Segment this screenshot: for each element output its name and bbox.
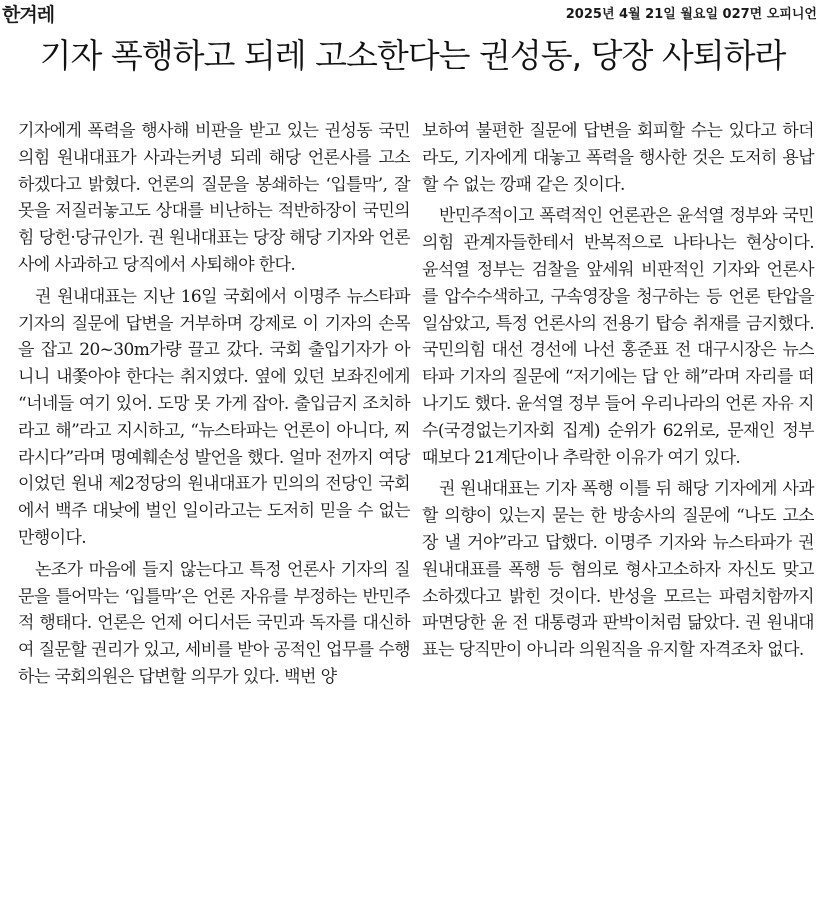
- newspaper-logo: 한겨레: [2, 4, 55, 26]
- article-column-right: [422, 118, 814, 669]
- body-paragraph: 권 원내대표는 기자 폭행 이틀 뒤 해당 기자에게 사과할 의향이 있는지 묻는 한 방송사의 질문에 “나도 고소장 낼 거야”라고 답했다. 이명주 기자와 뉴스타파가 권 원내대표를 폭행 등 혐의로 형사고소하자 자신도 맞고소하겠다고 밝힌 것이다. 반성을 모르는 파렴치함까지 파면당한 윤 전 대통령과 판박이처럼 닮았다. 권 원내대표는 당직만이 아니라 의원직을 유지할 자격조차 없다.: [422, 479, 814, 661]
- issue-info: 2025년 4월 21일 월요일 027면 오피니언: [565, 7, 817, 22]
- body-paragraph: 논조가 마음에 들지 않는다고 특정 언론사 기자의 질문을 틀어막는 ‘입틀막’은 언론 자유를 부정하는 반민주적 행태다. 언론은 언제 어디서든 국민과 독자를 대신하여 질문할 권리가 있고, 세비를 받아 공적인 업무를 수행하는 국회의원은 답변할 의무가 있다. 백번 양: [18, 559, 410, 687]
- body-paragraph: 권 원내대표는 지난 16일 국회에서 이명주 뉴스타파 기자의 질문에 답변을 거부하며 강제로 이 기자의 손목을 잡고 20~30m가량 끌고 갔다. 국회 출입기자가 아니니 내쫓아야 한다는 취지였다. 옆에 있던 보좌진에게 “너네들 여기 있어. 도망 못 가게 잡아. 출입금지 조치하라고 해”라고 지시하고, “뉴스타파는 언론이 아니다, 찌라시다”라며 명예훼손성 발언을 했다. 얼마 전까지 여당이었던 원내 제2정당의 원내대표가 민의의 전당인 국회에서 백주 대낮에 벌인 일이라고는 도저히 믿을 수 없는 만행이다.: [18, 286, 410, 548]
- body-paragraph: 반민주적이고 폭력적인 언론관은 윤석열 정부와 국민의힘 관계자들한테서 반복적으로 나타나는 현상이다. 윤석열 정부는 검찰을 앞세워 비판적인 기자와 언론사를 압수수색하고, 구속영장을 청구하는 등 언론 탄압을 일삼았고, 특정 언론사의 전용기 탑승 취재를 금지했다. 국민의힘 대선 경선에 나선 홍준표 전 대구시장은 뉴스타파 기자의 질문에 “저기에는 답 안 해”라며 자리를 떠나기도 했다. 윤석열 정부 들어 우리나라의 언론 자유 지수(국경없는기자회 집계) 순위가 62위로, 문재인 정부 때보다 21계단이나 추락한 이유가 여기 있다.: [422, 206, 814, 468]
- article-headline: 기자 폭행하고 되레 고소한다는 권성동, 당장 사퇴하라: [39, 36, 786, 75]
- body-paragraph: 기자에게 폭력을 행사해 비판을 받고 있는 권성동 국민의힘 원내대표가 사과는커녕 되레 해당 언론사를 고소하겠다고 밝혔다. 언론의 질문을 봉쇄하는 ‘입틀막’, 잘못을 저질러놓고도 상대를 비난하는 적반하장이 국민의힘 당헌·당규인가. 권 원내대표는 당장 해당 기자와 언론사에 사과하고 당직에서 사퇴해야 한다.: [18, 121, 410, 275]
- body-paragraph: 보하여 불편한 질문에 답변을 회피할 수는 있다고 하더라도, 기자에게 대놓고 폭력을 행사한 것은 도저히 용납할 수 없는 깡패 같은 짓이다.: [422, 121, 814, 195]
- masthead: [0, 0, 825, 26]
- article-column-left: [18, 118, 410, 696]
